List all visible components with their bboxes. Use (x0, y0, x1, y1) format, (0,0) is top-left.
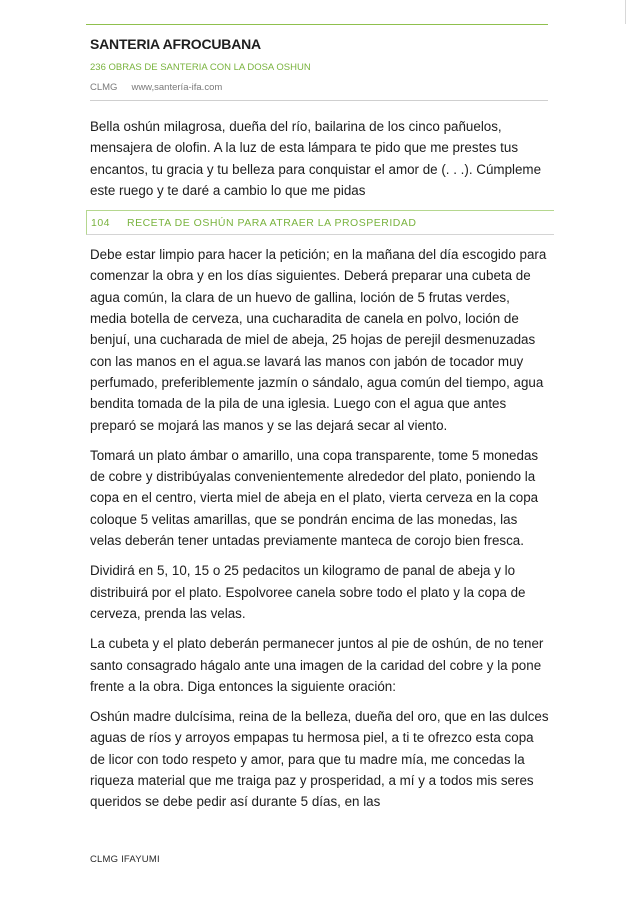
section-title: RECETA DE OSHÚN PARA ATRAER LA PROSPERIDAD (127, 217, 417, 230)
body-paragraph: Oshún madre dulcísima, reina de la belleza, dueña del oro, que en las dulces aguas de ríos y arroyos empapas tu hermosa piel, a ti te ofrezco esta copa de licor con todo respeto y amor, para que tu madre mía, me concedas la riqueza material que me traiga paz y prosperidad, a mí y a todos mis seres queridos se debe pedir así durante 5 días, en las (90, 709, 549, 810)
page-edge-line (625, 0, 626, 24)
top-accent-rule (86, 24, 548, 25)
body-paragraph: Dividirá en 5, 10, 15 o 25 pedacitos un kilogramo de panal de abeja y lo distribuirá por el plato. Espolvoree canela sobre todo el plato y la copa de cerveza, prenda las velas. (90, 563, 526, 621)
document-meta (90, 82, 548, 101)
document-title: SANTERIA AFROCUBANA (90, 36, 261, 52)
body-paragraph: La cubeta y el plato deberán permanecer juntos al pie de oshún, de no tener santo consagrado hágalo ante una imagen de la caridad del cobre y la pone frente a la obra. Diga entonces la siguiente oración: (90, 636, 544, 694)
body-paragraph: Tomará un plato ámbar o amarillo, una copa transparente, tome 5 monedas de cobre y distribúyalas convenientemente alrededor del plato, poniendo la copa en el centro, vierta miel de abeja en el plato, vierta cerveza en la copa coloque 5 velitas amarillas, que se pondrán encima de las monedas, las velas deberán tener untadas previamente manteca de corojo bien fresca. (90, 447, 539, 549)
meta-website: www,santería-ifa.com (131, 82, 223, 93)
document-subtitle: 236 OBRAS DE SANTERIA CON LA DOSA OSHUN (90, 62, 311, 73)
meta-author: CLMG (90, 82, 118, 93)
body-paragraph: Debe estar limpio para hacer la petición; en la mañana del día escogido para comenzar la obra y en los días siguientes. Deberá preparar una cubeta de agua común, la clara de un huevo de gallina, loción de 5 frutas verdes, media botella de cerveza, una cucharadita de canela en polvo, loción de benjuí, una cucharada de miel de abeja, 25 hojas de perejil desmenuzadas con las manos en el agua.se lavará las manos con jabón de tocador muy perfumado, preferiblemente jazmín o sándalo, agua común del tiempo, agua bendita tomada de la pila de una iglesia. Luego con el agua que antes preparó se mojará las manos y se las dejará secar al viento. (90, 247, 547, 433)
section-number: 104 (91, 217, 111, 230)
section-heading (86, 210, 554, 235)
intro-paragraph: Bella oshún milagrosa, dueña del río, bailarina de los cinco pañuelos, mensajera de olofin. A la luz de esta lámpara te pido que me prestes tus encantos, tu gracia y tu belleza para conquistar el amor de (. . .). Cúmpleme este ruego y te daré a cambio lo que me pidas (90, 119, 542, 198)
page-header (90, 35, 548, 101)
page-body (90, 116, 550, 822)
page-footer: CLMG IFAYUMI (90, 854, 160, 865)
